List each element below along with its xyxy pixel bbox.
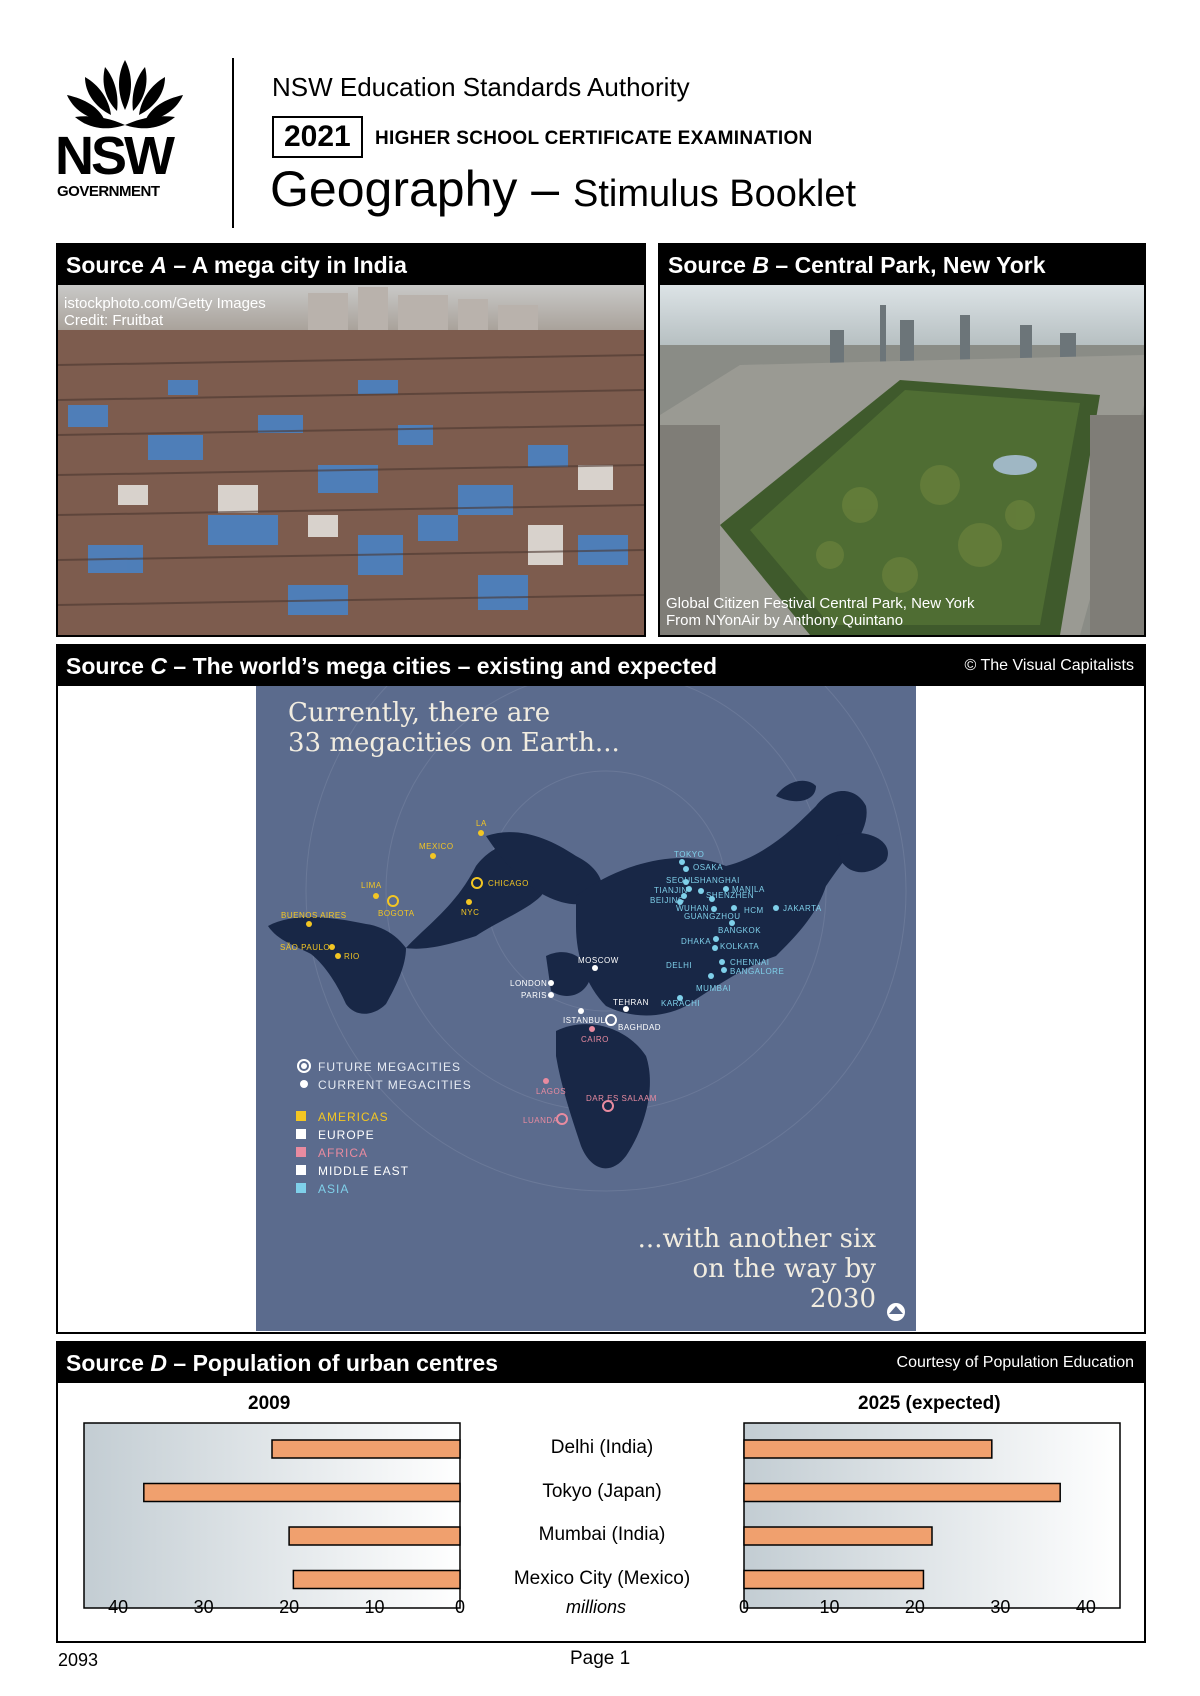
legend-region-middle-east: MIDDLE EAST: [296, 1162, 409, 1180]
chart-tick-left: 40: [108, 1597, 129, 1617]
city-label: LIMA: [361, 881, 382, 890]
exam-code: 2093: [58, 1650, 99, 1670]
slum-photo-image: [58, 285, 644, 635]
source-d-credit: Courtesy of Population Education: [896, 1354, 1134, 1371]
city-label: LAGOS: [536, 1087, 567, 1096]
city-label: ISTANBUL: [563, 1016, 606, 1025]
city-label: SEOUL: [666, 876, 696, 885]
city-label: MUMBAI: [696, 984, 731, 993]
chart-tick-left: 0: [455, 1597, 466, 1617]
map-footer-line1: ...with another six: [637, 1224, 876, 1254]
city-label: BANGALORE: [730, 967, 785, 976]
city-label: CHENNAI: [730, 958, 770, 967]
source-d-panel: [56, 1341, 1146, 1643]
source-c-prefix: Source: [66, 653, 144, 679]
megacities-map: [256, 686, 916, 1331]
city-label: RIO: [344, 952, 360, 961]
logo-subtext: GOVERNMENT: [57, 183, 160, 200]
source-b-credit: [666, 595, 974, 629]
source-a-panel: [56, 243, 646, 637]
source-d-letter: D: [150, 1350, 167, 1376]
city-label: BEIJING: [650, 896, 685, 905]
chart-2025-bar-3: [744, 1571, 923, 1589]
chart-2009-heading: 2009: [248, 1393, 291, 1414]
chart-2009-bar-2: [289, 1527, 460, 1545]
source-b-panel: [658, 243, 1146, 637]
city-label: HCM: [744, 906, 764, 915]
city-label: LA: [476, 819, 487, 828]
source-c-panel: [56, 644, 1146, 1334]
chart-tick-right: 30: [990, 1597, 1011, 1617]
slum-photo: [58, 285, 644, 635]
city-label: LUANDA: [523, 1116, 559, 1125]
chart-category-label: Tokyo (Japan): [542, 1480, 662, 1502]
city-label: TIANJIN: [654, 886, 688, 895]
chart-unit-label: millions: [566, 1597, 627, 1617]
subject-name: Geography –: [270, 161, 560, 217]
city-label: LONDON: [510, 979, 548, 988]
page-title: [270, 160, 856, 218]
source-a-credit: [64, 295, 266, 329]
city-label: OSAKA: [693, 863, 724, 872]
city-label: DELHI: [666, 961, 693, 970]
authority-name: NSW Education Standards Authority: [272, 72, 690, 102]
source-c-letter: C: [150, 653, 167, 679]
city-label: MEXICO: [419, 842, 454, 851]
city-label: BANGKOK: [718, 926, 762, 935]
city-label: CAIRO: [581, 1035, 609, 1044]
source-c-credit: © The Visual Capitalists: [964, 657, 1134, 674]
city-label: BUENOS AIRES: [281, 911, 347, 920]
city-label: TOKYO: [674, 850, 705, 859]
source-b-header: [660, 245, 1144, 285]
chart-2025-bar-0: [744, 1440, 992, 1458]
source-d-title: – Population of urban centres: [173, 1350, 498, 1376]
chart-2025-bar-1: [744, 1484, 1060, 1502]
source-b-credit-line2: From NYonAir by Anthony Quintano: [666, 612, 904, 629]
chart-2009-bar-1: [144, 1484, 460, 1502]
city-label: PARIS: [521, 991, 547, 1000]
legend-region-asia: ASIA: [296, 1180, 409, 1198]
chart-2009-bar-3: [293, 1571, 460, 1589]
chart-tick-left: 30: [193, 1597, 214, 1617]
city-label: WUHAN: [676, 904, 709, 913]
city-label: SÃO PAULO: [280, 943, 331, 952]
city-label: SHANGHAI: [694, 876, 740, 885]
source-b-credit-line1: Global Citizen Festival Central Park, New York: [666, 595, 975, 612]
source-d-prefix: Source: [66, 1350, 144, 1376]
city-label: NYC: [461, 908, 480, 917]
chart-tick-right: 0: [739, 1597, 750, 1617]
source-b-letter: B: [752, 252, 769, 278]
source-a-letter: A: [150, 252, 167, 278]
city-label: DAR ES SALAAM: [586, 1094, 657, 1103]
source-a-prefix: Source: [66, 252, 144, 278]
central-park-photo-image: [660, 285, 1144, 635]
chart-category-label: Delhi (India): [550, 1437, 654, 1458]
legend-region-africa: AFRICA: [296, 1144, 409, 1162]
subject-subtitle: Stimulus Booklet: [573, 173, 857, 215]
source-b-title: – Central Park, New York: [775, 252, 1046, 278]
source-a-header: [58, 245, 644, 285]
city-label: MANILA: [732, 885, 765, 894]
header-divider: [232, 58, 234, 228]
chart-tick-right: 10: [819, 1597, 840, 1617]
map-headline-line2: 33 megacities on Earth...: [288, 728, 620, 758]
chart-2025-bar-2: [744, 1527, 932, 1545]
chart-2025-heading: 2025 (expected): [858, 1393, 1001, 1414]
chart-tick-left: 20: [279, 1597, 300, 1617]
source-a-credit-line1: istockphoto.com/Getty Images: [64, 295, 266, 312]
chart-category-label: Mumbai (India): [538, 1524, 666, 1545]
source-c-header: [58, 646, 1144, 686]
city-label: BAGHDAD: [618, 1023, 662, 1032]
source-b-prefix: Source: [668, 252, 746, 278]
chart-tick-right: 40: [1075, 1597, 1096, 1617]
exam-title: HIGHER SCHOOL CERTIFICATE EXAMINATION: [375, 128, 813, 149]
city-label: KARACHI: [661, 999, 701, 1008]
source-a-title: – A mega city in India: [173, 252, 407, 278]
map-footer-line2: on the way by 2030: [692, 1254, 876, 1314]
logo-wordmark: NSW: [55, 126, 172, 186]
page-number: Page 1: [570, 1648, 631, 1669]
city-label: JAKARTA: [783, 904, 822, 913]
chart-2009-bar-0: [272, 1440, 460, 1458]
chart-tick-right: 20: [904, 1597, 925, 1617]
city-label: TEHRAN: [613, 998, 649, 1007]
legend-region-europe: EUROPE: [296, 1126, 409, 1144]
chart-tick-left: 10: [364, 1597, 385, 1617]
source-d-header: [58, 1343, 1144, 1383]
city-label: GUANGZHOU: [684, 912, 741, 921]
nsw-government-logo: [55, 55, 195, 205]
legend-region-americas: AMERICAS: [296, 1108, 409, 1126]
city-label: KOLKATA: [720, 942, 760, 951]
source-a-credit-line2: Credit: Fruitbat: [64, 312, 164, 329]
central-park-photo: [660, 285, 1144, 635]
city-label: BOGOTA: [378, 909, 415, 918]
chart-category-label: Mexico City (Mexico): [513, 1567, 691, 1589]
legend-current: CURRENT MEGACITIES: [318, 1078, 472, 1092]
map-headline-line1: Currently, there are: [288, 698, 551, 728]
city-label: DHAKA: [681, 937, 712, 946]
exam-year: 2021: [272, 116, 363, 158]
city-label: MOSCOW: [578, 956, 619, 965]
city-label: SHENZHEN: [706, 891, 755, 900]
source-c-title: – The world’s mega cities – existing and expected: [173, 653, 718, 679]
legend-future: FUTURE MEGACITIES: [318, 1060, 462, 1074]
map-city-labels: [256, 686, 916, 1331]
city-label: CHICAGO: [488, 879, 529, 888]
